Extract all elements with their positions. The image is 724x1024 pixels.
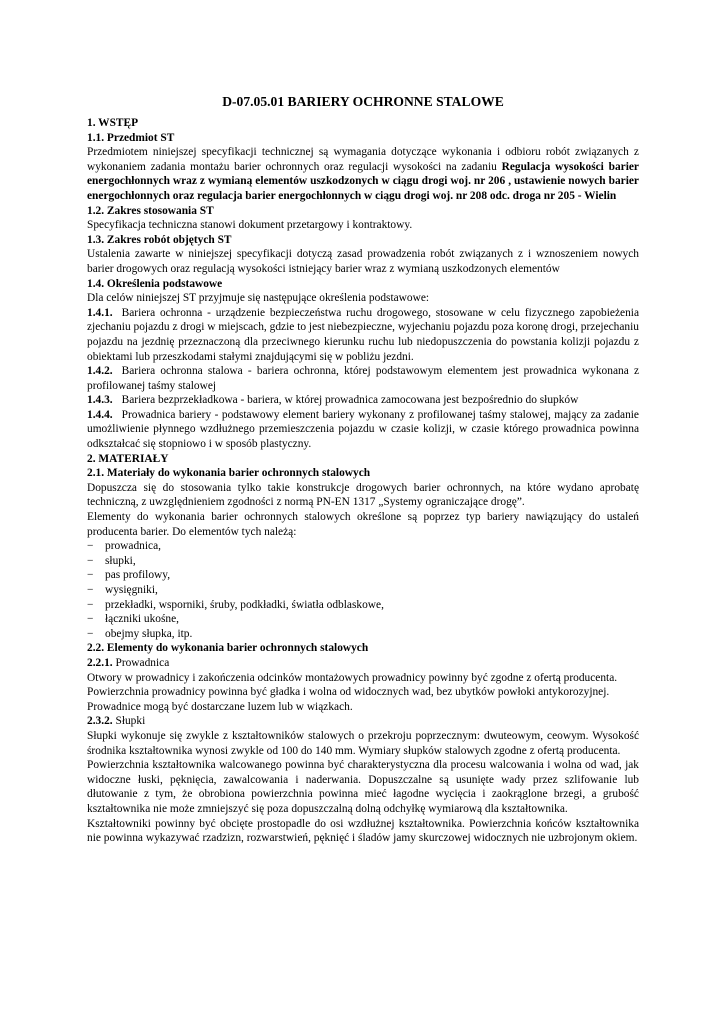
- list-item: − prowadnica,: [87, 539, 639, 554]
- subsection-title: Prowadnica: [112, 656, 170, 669]
- section-2-2-1-paragraph-2: Powierzchnia prowadnicy powinna być gładka i wolna od widocznych wad, bez ubytków powłoki antykorozyjnej.: [87, 686, 610, 699]
- subsection-number: 2.2.1.: [87, 656, 113, 669]
- definition-number: 1.4.2.: [87, 365, 113, 378]
- definition-1-4-4: [87, 408, 639, 452]
- section-1-1-intro: Przedmiotem niniejszej specyfikacji technicznej są wymagania dotyczące wykonania i odbioru robót związanych z wykonaniem zadania montażu barier ochronnych oraz regulacji wysokości na zadaniu: [87, 146, 639, 173]
- subsection-number: 2.3.2.: [87, 715, 113, 728]
- element-list: [87, 539, 639, 641]
- list-item: − słupki,: [87, 554, 639, 569]
- section-1-3-heading: 1.3. Zakres robót objętych ST: [87, 233, 232, 246]
- definition-number: 1.4.1.: [87, 306, 113, 319]
- section-2-2-1-paragraph-3: Prowadnice mogą być dostarczane luzem lub w wiązkach.: [87, 700, 353, 713]
- section-1-1-heading: 1.1. Przedmiot ST: [87, 131, 175, 144]
- section-2-1-paragraph-2: Elementy do wykonania barier ochronnych stalowych określone są poprzez typ bariery nawiązujący do ustaleń producenta barier. Do elementów tych należą:: [87, 511, 639, 538]
- section-1-1-paragraph: [87, 145, 639, 203]
- section-2-2-heading: 2.2. Elementy do wykonania barier ochronnych stalowych: [87, 642, 369, 655]
- section-2-2-1-heading: [87, 656, 639, 671]
- section-2-1-heading: 2.1. Materiały do wykonania barier ochronnych stalowych: [87, 467, 371, 480]
- section-2-3-2-paragraph-1: Słupki wykonuje się zwykle z kształtowników stalowych o przekroju poprzecznym: dwuteowym, ceowym. Wysokość środnika kształtownika wynosi zwykle od 100 do 140 mm. Wymiary słupków stalowych zgodne z ofertą producenta.: [87, 729, 639, 757]
- document-title: D-07.05.01 BARIERY OCHRONNE STALOWE: [222, 94, 504, 109]
- section-2-2-1-paragraph-1: Otwory w prowadnicy i zakończenia odcinków montażowych prowadnicy powinny być zgodne z ofertą producenta.: [87, 671, 618, 684]
- definition-number: 1.4.3.: [87, 394, 113, 407]
- definition-1-4-1: [87, 306, 639, 364]
- section-1-1-task-name: Regulacja wysokości barier energochłonnych wraz z wymianą elementów uszkodzonych w ciągu drogi woj. nr 206 , ustawienie nowych barier energochłonnych oraz regulacja barier energochłonnych w ciągu drogi woj. nr 208 odc. droga nr 205 - Wielin: [87, 160, 639, 202]
- document-page: [87, 93, 639, 846]
- section-1-4-intro: Dla celów niniejszej ST przyjmuje się następujące określenia podstawowe:: [87, 292, 430, 305]
- section-2-3-2-paragraph-3: Kształtowniki powinny być obcięte prostopadle do osi wzdłużnej kształtownika. Powierzchnia końców kształtownika nie powinna wykazywać rzadzizn, rozwarstwień, pęknięć i śladów jamy skurczowej widocznych nie uzbrojonym okiem.: [87, 817, 639, 845]
- subsection-title: Słupki: [112, 715, 146, 728]
- list-item: − obejmy słupka, itp.: [87, 627, 639, 642]
- list-item: − pas profilowy,: [87, 568, 639, 583]
- definition-text: Prowadnica bariery - podstawowy element bariery wykonany z profilowanej taśmy stalowej, mający za zadanie umożliwienie płynnego wzdłużnego przemieszczenia pojazdu w czasie kolizji, w czasie którego prowadnica powinna odkształcać się stopniowo i w sposób plastyczny.: [87, 408, 639, 451]
- section-1-heading: 1. WSTĘP: [87, 117, 139, 129]
- section-1-2-heading: 1.2. Zakres stosowania ST: [87, 204, 214, 217]
- section-1-4-heading: 1.4. Określenia podstawowe: [87, 277, 223, 290]
- section-1-2-paragraph: Specyfikacja techniczna stanowi dokument przetargowy i kontraktowy.: [87, 219, 413, 232]
- section-2-1-paragraph-1: Dopuszcza się do stosowania tylko takie konstrukcje drogowych barier ochronnych, na które wydano aprobatę techniczną, z uwzględnieniem zgodności z normą PN-EN 1317 „Systemy ograniczające drogę”.: [87, 481, 639, 509]
- definition-1-4-3: [87, 393, 639, 408]
- list-item: − łączniki ukośne,: [87, 612, 639, 627]
- section-1-3-paragraph: Ustalenia zawarte w niniejszej specyfikacji dotyczą zasad prowadzenia robót związanych z i wznoszeniem nowych barier drogowych oraz regulacją wysokości istniejący barier wraz z wymianą uszkodzonych elementów: [87, 248, 639, 275]
- definition-number: 1.4.4.: [87, 408, 113, 421]
- list-item: − wysięgniki,: [87, 583, 639, 598]
- section-2-3-2-heading: [87, 714, 639, 729]
- section-2-heading: 2. MATERIAŁY: [87, 452, 169, 465]
- section-2-3-2-paragraph-2: Powierzchnia kształtownika walcowanego powinna być charakterystyczna dla procesu walcowania i wolna od wad, jak widoczne łuski, pęknięcia, zawalcowania i naderwania. Dopuszczalne są usunięte wady przez szlifowanie lub dłutowanie z tym, że obrobiona powierzchnia powinna mieć łagodne wycięcia i zaokrąglone brzegi, a grubość kształtownika nie może zmniejszyć się poza dopuszczalną dolną odchyłkę wymiarową dla kształtownika.: [87, 759, 639, 815]
- definition-text: Bariera ochronna - urządzenie bezpieczeństwa ruchu drogowego, stosowane w celu fizycznego zapobieżenia zjechaniu pojazdu z drogi w miejscach, gdzie to jest niebezpieczne, wyjechaniu pojazdu poza koronę drogi, przejechaniu pojazdu na jezdnię przeznaczoną dla przeciwnego kierunku ruchu lub niedopuszczenia do powstania kolizji pojazdu z obiektami lub przeszkodami stałymi znajdującymi się w pobliżu jezdni.: [87, 306, 639, 363]
- definition-text: Bariera ochronna stalowa - bariera ochronna, której podstawowym elementem jest prowadnica wykonana z profilowanej taśmy stalowej: [87, 365, 639, 392]
- definition-text: Bariera bezprzekładkowa - bariera, w której prowadnica zamocowana jest bezpośrednio do słupków: [121, 394, 579, 407]
- list-item: − przekładki, wsporniki, śruby, podkładki, światła odblaskowe,: [87, 598, 639, 613]
- definition-1-4-2: [87, 364, 639, 393]
